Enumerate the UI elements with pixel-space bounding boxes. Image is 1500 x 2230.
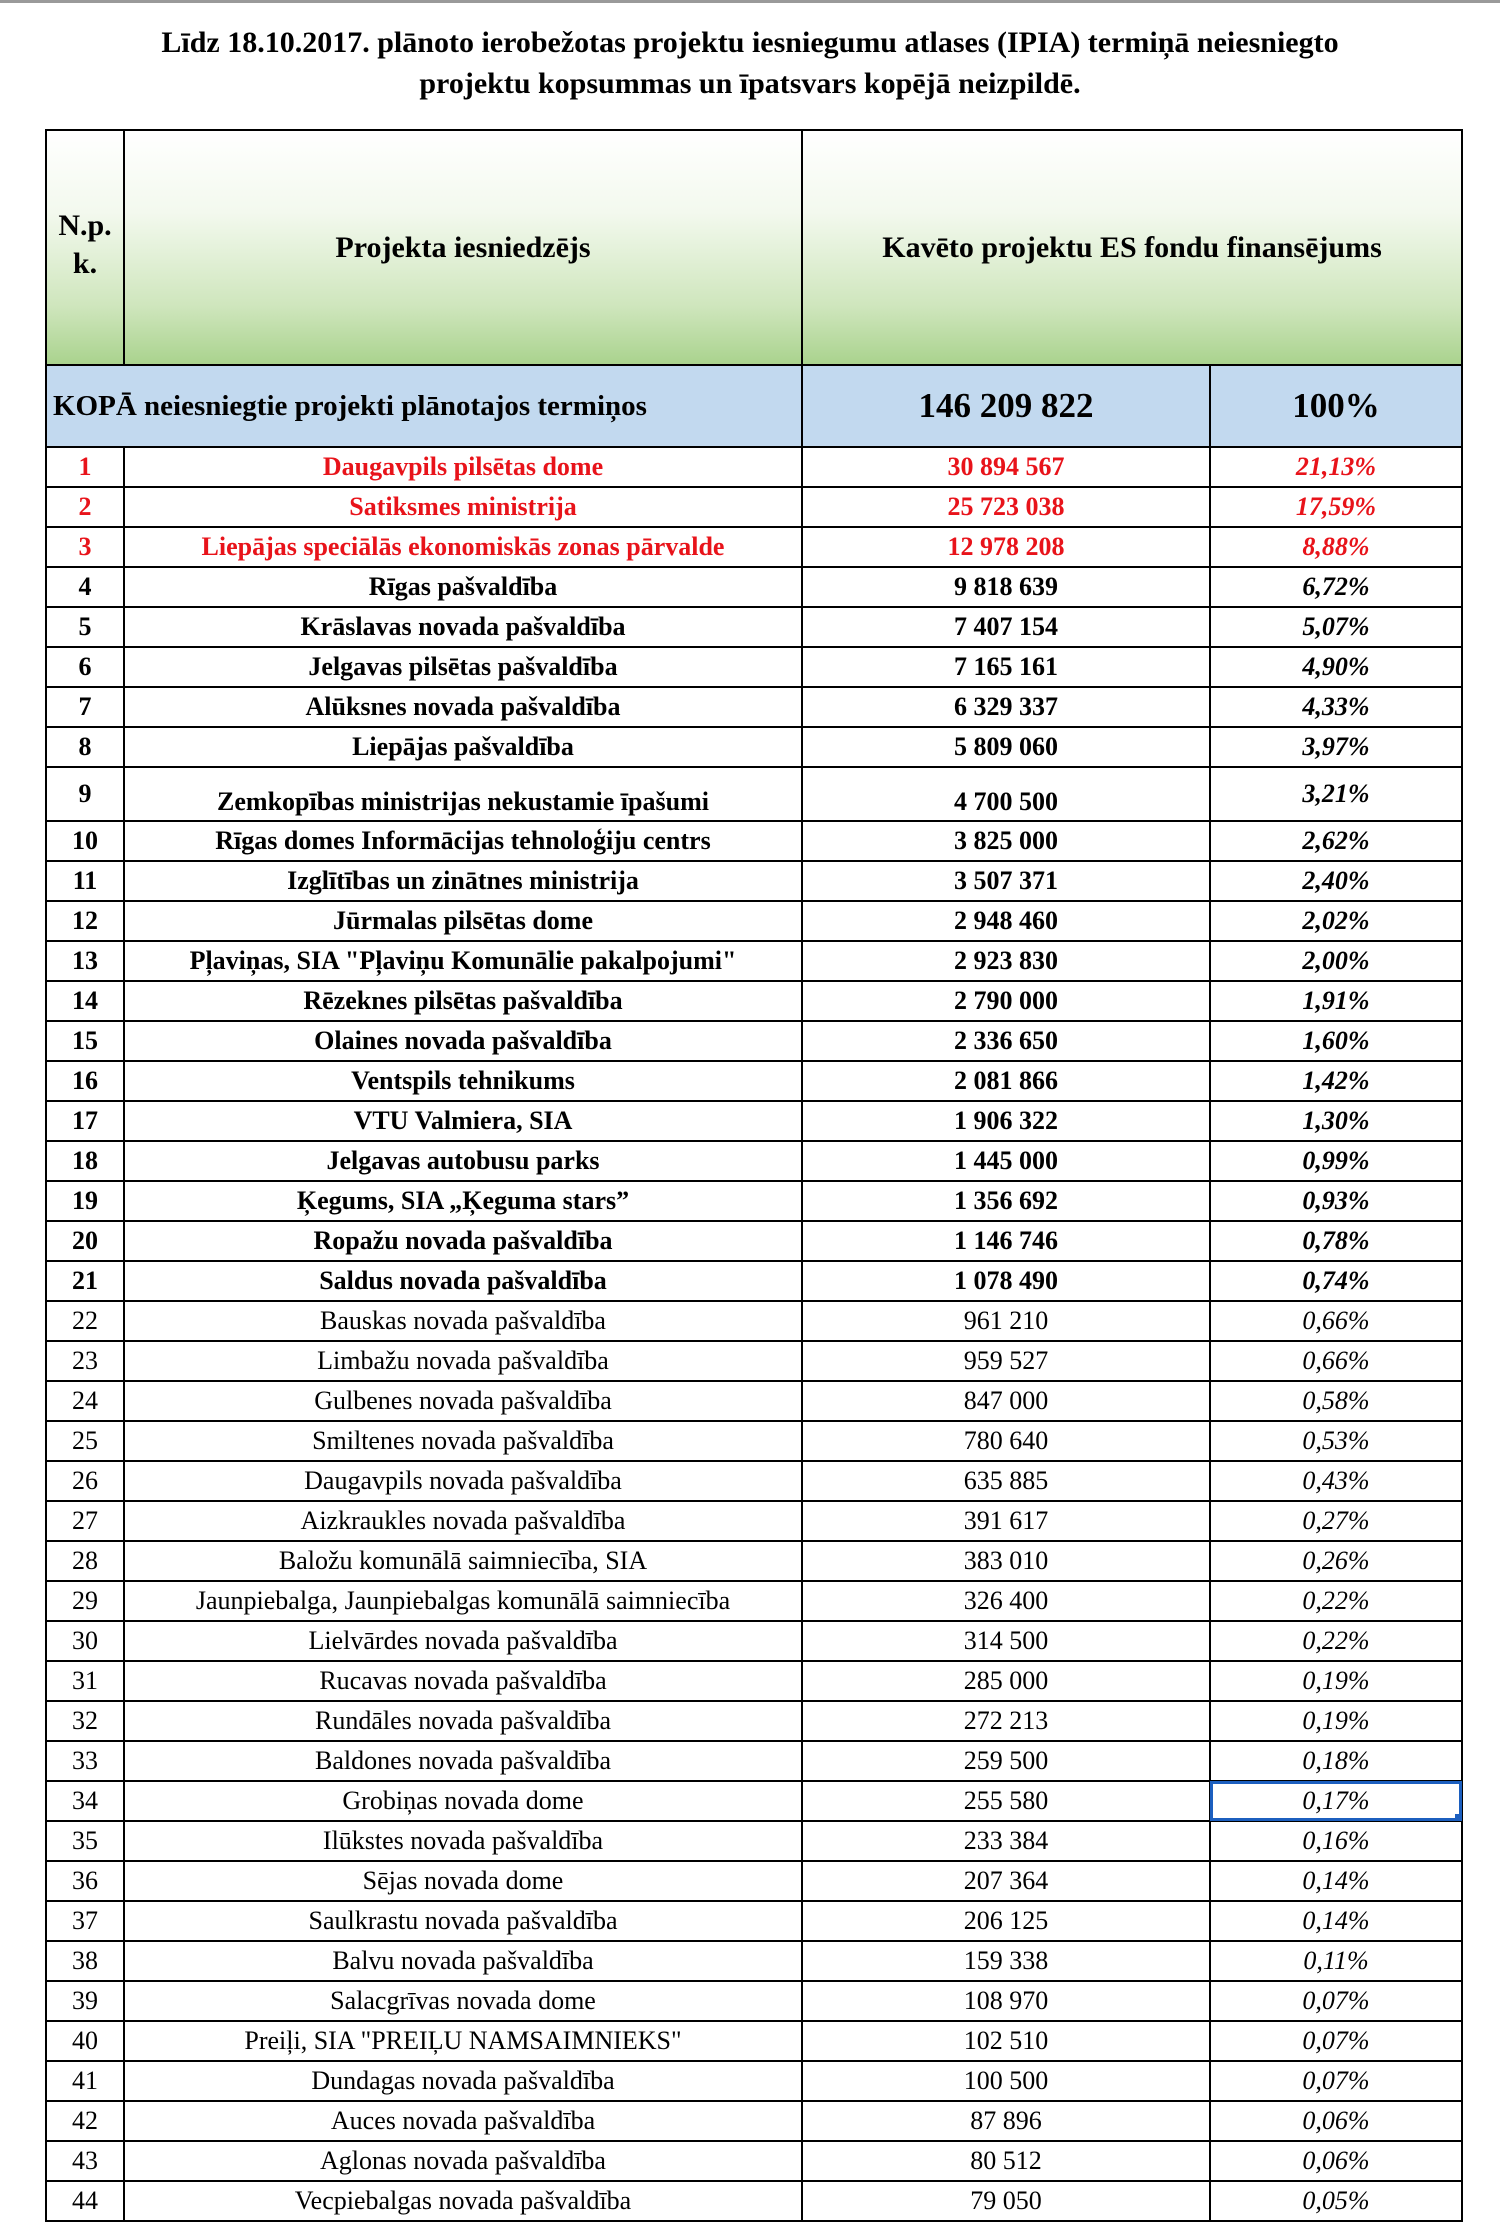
selected-cell[interactable]: 0,17% <box>1210 1781 1462 1821</box>
funding-percent[interactable]: 6,72% <box>1210 567 1462 607</box>
table-row <box>46 607 1462 647</box>
funding-percent[interactable]: 0,19% <box>1210 1661 1462 1701</box>
row-number[interactable]: 11 <box>46 861 124 901</box>
funding-percent[interactable]: 3,21% <box>1210 767 1462 821</box>
row-number[interactable]: 16 <box>46 1061 124 1101</box>
funding-percent[interactable]: 0,16% <box>1210 1821 1462 1861</box>
applicant-name[interactable]: Daugavpils novada pašvaldība <box>124 1461 802 1501</box>
funding-percent[interactable]: 0,27% <box>1210 1501 1462 1541</box>
applicant-name[interactable]: Smiltenes novada pašvaldība <box>124 1421 802 1461</box>
row-number[interactable]: 8 <box>46 727 124 767</box>
applicant-name[interactable]: Jelgavas autobusu parks <box>124 1141 802 1181</box>
table-row <box>46 1301 1462 1341</box>
row-number[interactable]: 27 <box>46 1501 124 1541</box>
applicant-name[interactable]: Limbažu novada pašvaldība <box>124 1341 802 1381</box>
row-number[interactable]: 14 <box>46 981 124 1021</box>
table-row <box>46 1061 1462 1101</box>
funding-percent[interactable]: 0,26% <box>1210 1541 1462 1581</box>
funding-percent[interactable]: 2,02% <box>1210 901 1462 941</box>
applicant-name[interactable]: Preiļi, SIA "PREIĻU NAMSAIMNIEKS" <box>124 2021 802 2061</box>
row-number[interactable]: 1 <box>46 447 124 487</box>
applicant-name[interactable]: Saulkrastu novada pašvaldība <box>124 1901 802 1941</box>
table-row <box>46 1581 1462 1621</box>
row-number[interactable]: 21 <box>46 1261 124 1301</box>
table-row <box>46 1861 1462 1901</box>
table-row <box>46 1621 1462 1661</box>
table-row <box>46 527 1462 567</box>
funding-percent[interactable]: 0,11% <box>1210 1941 1462 1981</box>
funding-percent[interactable]: 3,97% <box>1210 727 1462 767</box>
funding-percent[interactable]: 0,53% <box>1210 1421 1462 1461</box>
row-number[interactable]: 41 <box>46 2061 124 2101</box>
funding-percent[interactable]: 21,13% <box>1210 447 1462 487</box>
funding-amount[interactable]: 108 970 <box>802 1981 1210 2021</box>
funding-percent[interactable]: 2,62% <box>1210 821 1462 861</box>
row-number[interactable]: 36 <box>46 1861 124 1901</box>
funding-percent[interactable]: 1,42% <box>1210 1061 1462 1101</box>
funding-amount[interactable]: 1 078 490 <box>802 1261 1210 1301</box>
funding-amount[interactable]: 1 146 746 <box>802 1221 1210 1261</box>
row-number[interactable]: 29 <box>46 1581 124 1621</box>
funding-amount[interactable]: 272 213 <box>802 1701 1210 1741</box>
row-number[interactable]: 38 <box>46 1941 124 1981</box>
applicant-name[interactable]: Jelgavas pilsētas pašvaldība <box>124 647 802 687</box>
funding-amount[interactable]: 1 356 692 <box>802 1181 1210 1221</box>
funding-percent[interactable]: 17,59% <box>1210 487 1462 527</box>
row-number[interactable]: 42 <box>46 2101 124 2141</box>
row-number[interactable]: 28 <box>46 1541 124 1581</box>
header-applicant[interactable]: Projekta iesniedzējs <box>124 130 802 365</box>
applicant-name[interactable]: Rundāles novada pašvaldība <box>124 1701 802 1741</box>
funding-amount[interactable]: 30 894 567 <box>802 447 1210 487</box>
projects-table <box>45 129 1463 2222</box>
table-row <box>46 1141 1462 1181</box>
table-row <box>46 1501 1462 1541</box>
table-row <box>46 767 1462 821</box>
table-row <box>46 487 1462 527</box>
selection-fill-handle[interactable] <box>1455 1814 1462 1821</box>
funding-amount[interactable]: 7 407 154 <box>802 607 1210 647</box>
row-number[interactable]: 4 <box>46 567 124 607</box>
total-label[interactable]: KOPĀ neiesniegtie projekti plānotajos termiņos <box>46 365 802 447</box>
funding-percent[interactable]: 2,00% <box>1210 941 1462 981</box>
table-row <box>46 2181 1462 2221</box>
funding-percent[interactable]: 0,99% <box>1210 1141 1462 1181</box>
table-row <box>46 981 1462 1021</box>
row-number[interactable]: 18 <box>46 1141 124 1181</box>
table-row <box>46 1341 1462 1381</box>
funding-percent[interactable]: 1,60% <box>1210 1021 1462 1061</box>
funding-amount[interactable]: 100 500 <box>802 2061 1210 2101</box>
header-funding[interactable]: Kavēto projektu ES fondu finansējums <box>802 130 1462 365</box>
funding-amount[interactable]: 3 825 000 <box>802 821 1210 861</box>
row-number[interactable]: 43 <box>46 2141 124 2181</box>
applicant-name[interactable]: Sējas novada dome <box>124 1861 802 1901</box>
funding-percent[interactable]: 0,07% <box>1210 2061 1462 2101</box>
row-number[interactable]: 26 <box>46 1461 124 1501</box>
applicant-name[interactable]: Ventspils tehnikums <box>124 1061 802 1101</box>
funding-amount[interactable]: 233 384 <box>802 1821 1210 1861</box>
table-row <box>46 1381 1462 1421</box>
funding-amount[interactable]: 635 885 <box>802 1461 1210 1501</box>
applicant-name[interactable]: Aizkraukles novada pašvaldība <box>124 1501 802 1541</box>
row-number[interactable]: 32 <box>46 1701 124 1741</box>
funding-amount[interactable]: 9 818 639 <box>802 567 1210 607</box>
header-np-line2: k. <box>72 246 98 280</box>
applicant-name[interactable]: Rīgas pašvaldība <box>124 567 802 607</box>
applicant-name[interactable]: Satiksmes ministrija <box>124 487 802 527</box>
funding-amount[interactable]: 159 338 <box>802 1941 1210 1981</box>
funding-amount[interactable]: 326 400 <box>802 1581 1210 1621</box>
funding-amount[interactable]: 7 165 161 <box>802 647 1210 687</box>
applicant-name[interactable]: Rīgas domes Informācijas tehnoloģiju centrs <box>124 821 802 861</box>
applicant-name[interactable]: Jūrmalas pilsētas dome <box>124 901 802 941</box>
table-row <box>46 2141 1462 2181</box>
row-number[interactable]: 31 <box>46 1661 124 1701</box>
applicant-name[interactable]: Liepājas speciālās ekonomiskās zonas pārvalde <box>124 527 802 567</box>
row-number[interactable]: 23 <box>46 1341 124 1381</box>
row-number[interactable]: 33 <box>46 1741 124 1781</box>
funding-amount[interactable]: 80 512 <box>802 2141 1210 2181</box>
funding-percent[interactable]: 0,19% <box>1210 1701 1462 1741</box>
table-row <box>46 447 1462 487</box>
funding-amount[interactable]: 2 948 460 <box>802 901 1210 941</box>
funding-percent[interactable]: 0,66% <box>1210 1301 1462 1341</box>
funding-amount[interactable]: 847 000 <box>802 1381 1210 1421</box>
funding-amount[interactable]: 314 500 <box>802 1621 1210 1661</box>
page-title <box>40 22 1460 104</box>
row-number[interactable]: 15 <box>46 1021 124 1061</box>
table-row <box>46 1181 1462 1221</box>
row-number[interactable]: 34 <box>46 1781 124 1821</box>
funding-percent[interactable]: 1,91% <box>1210 981 1462 1021</box>
table-row <box>46 1821 1462 1861</box>
funding-amount[interactable]: 2 790 000 <box>802 981 1210 1021</box>
row-number[interactable]: 5 <box>46 607 124 647</box>
row-number[interactable]: 30 <box>46 1621 124 1661</box>
applicant-name[interactable]: Salacgrīvas novada dome <box>124 1981 802 2021</box>
funding-percent[interactable]: 0,07% <box>1210 1981 1462 2021</box>
applicant-name[interactable]: Aglonas novada pašvaldība <box>124 2141 802 2181</box>
funding-percent[interactable]: 0,74% <box>1210 1261 1462 1301</box>
applicant-name[interactable]: Rucavas novada pašvaldība <box>124 1661 802 1701</box>
funding-percent[interactable]: 0,07% <box>1210 2021 1462 2061</box>
table-row <box>46 1541 1462 1581</box>
applicant-name[interactable]: Lielvārdes novada pašvaldība <box>124 1621 802 1661</box>
applicant-name[interactable]: Ilūkstes novada pašvaldība <box>124 1821 802 1861</box>
table-row <box>46 1461 1462 1501</box>
funding-percent[interactable]: 0,06% <box>1210 2101 1462 2141</box>
table-row <box>46 567 1462 607</box>
funding-percent[interactable]: 4,90% <box>1210 647 1462 687</box>
table-row <box>46 1021 1462 1061</box>
funding-amount[interactable]: 2 081 866 <box>802 1061 1210 1101</box>
funding-amount[interactable]: 259 500 <box>802 1741 1210 1781</box>
table-row <box>46 1781 1462 1821</box>
applicant-name[interactable]: Ķegums, SIA „Ķeguma stars” <box>124 1181 802 1221</box>
funding-amount[interactable]: 4 700 500 <box>802 767 1210 821</box>
row-number[interactable]: 10 <box>46 821 124 861</box>
table-row <box>46 1421 1462 1461</box>
funding-amount[interactable]: 207 364 <box>802 1861 1210 1901</box>
funding-percent[interactable]: 0,66% <box>1210 1341 1462 1381</box>
funding-amount[interactable]: 255 580 <box>802 1781 1210 1821</box>
applicant-name[interactable]: Krāslavas novada pašvaldība <box>124 607 802 647</box>
applicant-name[interactable]: Dundagas novada pašvaldība <box>124 2061 802 2101</box>
row-number[interactable]: 19 <box>46 1181 124 1221</box>
row-number[interactable]: 22 <box>46 1301 124 1341</box>
applicant-name[interactable]: Liepājas pašvaldība <box>124 727 802 767</box>
header-np[interactable] <box>46 130 124 365</box>
row-number[interactable]: 44 <box>46 2181 124 2221</box>
top-border-line <box>0 0 1500 3</box>
funding-amount[interactable]: 5 809 060 <box>802 727 1210 767</box>
table-row <box>46 1101 1462 1141</box>
table-row <box>46 2061 1462 2101</box>
total-percent[interactable]: 100% <box>1210 365 1462 447</box>
total-amount[interactable]: 146 209 822 <box>802 365 1210 447</box>
row-number[interactable]: 3 <box>46 527 124 567</box>
funding-percent[interactable]: 2,40% <box>1210 861 1462 901</box>
funding-percent[interactable]: 0,78% <box>1210 1221 1462 1261</box>
table-row <box>46 1261 1462 1301</box>
row-number[interactable]: 17 <box>46 1101 124 1141</box>
funding-percent[interactable]: 0,05% <box>1210 2181 1462 2221</box>
applicant-name[interactable]: Gulbenes novada pašvaldība <box>124 1381 802 1421</box>
applicant-name[interactable]: Pļaviņas, SIA "Pļaviņu Komunālie pakalpojumi" <box>124 941 802 981</box>
row-number[interactable]: 12 <box>46 901 124 941</box>
total-row <box>46 365 1462 447</box>
applicant-name[interactable]: Alūksnes novada pašvaldība <box>124 687 802 727</box>
funding-percent[interactable]: 0,18% <box>1210 1741 1462 1781</box>
header-np-line1: N.p. <box>58 208 112 242</box>
row-number[interactable]: 40 <box>46 2021 124 2061</box>
funding-amount[interactable]: 12 978 208 <box>802 527 1210 567</box>
table-row <box>46 1901 1462 1941</box>
applicant-name[interactable]: Jaunpiebalga, Jaunpiebalgas komunālā saimniecība <box>124 1581 802 1621</box>
row-number[interactable]: 24 <box>46 1381 124 1421</box>
funding-amount[interactable]: 285 000 <box>802 1661 1210 1701</box>
row-number[interactable]: 35 <box>46 1821 124 1861</box>
funding-amount[interactable]: 6 329 337 <box>802 687 1210 727</box>
applicant-name[interactable]: VTU Valmiera, SIA <box>124 1101 802 1141</box>
table-row <box>46 1941 1462 1981</box>
table-header-row <box>46 130 1462 365</box>
applicant-name[interactable]: Rēzeknes pilsētas pašvaldība <box>124 981 802 1021</box>
table-row <box>46 901 1462 941</box>
applicant-name[interactable]: Balvu novada pašvaldība <box>124 1941 802 1981</box>
row-number[interactable]: 2 <box>46 487 124 527</box>
applicant-name[interactable]: Baldones novada pašvaldība <box>124 1741 802 1781</box>
table-row <box>46 1981 1462 2021</box>
applicant-name[interactable]: Zemkopības ministrijas nekustamie īpašumi <box>124 767 802 821</box>
funding-amount[interactable]: 391 617 <box>802 1501 1210 1541</box>
table-row <box>46 2101 1462 2141</box>
funding-percent[interactable]: 0,58% <box>1210 1381 1462 1421</box>
applicant-name[interactable]: Saldus novada pašvaldība <box>124 1261 802 1301</box>
funding-percent[interactable]: 0,22% <box>1210 1621 1462 1661</box>
row-number[interactable]: 9 <box>46 767 124 821</box>
row-number[interactable]: 6 <box>46 647 124 687</box>
row-number[interactable]: 25 <box>46 1421 124 1461</box>
table-row <box>46 861 1462 901</box>
funding-percent[interactable]: 0,43% <box>1210 1461 1462 1501</box>
funding-percent[interactable]: 4,33% <box>1210 687 1462 727</box>
funding-amount[interactable]: 780 640 <box>802 1421 1210 1461</box>
funding-amount[interactable]: 2 336 650 <box>802 1021 1210 1061</box>
funding-amount[interactable]: 206 125 <box>802 1901 1210 1941</box>
funding-amount[interactable]: 959 527 <box>802 1341 1210 1381</box>
table-row <box>46 1221 1462 1261</box>
row-number[interactable]: 20 <box>46 1221 124 1261</box>
applicant-name[interactable]: Ropažu novada pašvaldība <box>124 1221 802 1261</box>
applicant-name[interactable]: Olaines novada pašvaldība <box>124 1021 802 1061</box>
row-number[interactable]: 39 <box>46 1981 124 2021</box>
funding-amount[interactable]: 87 896 <box>802 2101 1210 2141</box>
table-row <box>46 647 1462 687</box>
table-row <box>46 1741 1462 1781</box>
funding-percent[interactable]: 0,06% <box>1210 2141 1462 2181</box>
table-row <box>46 2021 1462 2061</box>
funding-amount[interactable]: 79 050 <box>802 2181 1210 2221</box>
table-row <box>46 1701 1462 1741</box>
title-line-2: projektu kopsummas un īpatsvars kopējā neizpildē. <box>419 67 1081 100</box>
row-number[interactable]: 13 <box>46 941 124 981</box>
table-row <box>46 1661 1462 1701</box>
funding-amount[interactable]: 383 010 <box>802 1541 1210 1581</box>
applicant-name[interactable]: Auces novada pašvaldība <box>124 2101 802 2141</box>
applicant-name[interactable]: Vecpiebalgas novada pašvaldība <box>124 2181 802 2221</box>
funding-amount[interactable]: 961 210 <box>802 1301 1210 1341</box>
row-number[interactable]: 7 <box>46 687 124 727</box>
table-row <box>46 687 1462 727</box>
funding-amount[interactable]: 1 906 322 <box>802 1101 1210 1141</box>
applicant-name[interactable]: Bauskas novada pašvaldība <box>124 1301 802 1341</box>
funding-amount[interactable]: 2 923 830 <box>802 941 1210 981</box>
funding-amount[interactable]: 1 445 000 <box>802 1141 1210 1181</box>
funding-percent[interactable]: 1,30% <box>1210 1101 1462 1141</box>
row-number[interactable]: 37 <box>46 1901 124 1941</box>
applicant-name[interactable]: Izglītības un zinātnes ministrija <box>124 861 802 901</box>
funding-percent[interactable]: 0,14% <box>1210 1861 1462 1901</box>
applicant-name[interactable]: Daugavpils pilsētas dome <box>124 447 802 487</box>
funding-percent[interactable]: 8,88% <box>1210 527 1462 567</box>
funding-percent[interactable]: 0,14% <box>1210 1901 1462 1941</box>
table-row <box>46 821 1462 861</box>
funding-amount[interactable]: 3 507 371 <box>802 861 1210 901</box>
table-row <box>46 941 1462 981</box>
funding-percent[interactable]: 0,22% <box>1210 1581 1462 1621</box>
funding-percent[interactable]: 0,93% <box>1210 1181 1462 1221</box>
table-row <box>46 727 1462 767</box>
applicant-name[interactable]: Baložu komunālā saimniecība, SIA <box>124 1541 802 1581</box>
funding-amount[interactable]: 25 723 038 <box>802 487 1210 527</box>
title-line-1: Līdz 18.10.2017. plānoto ierobežotas projektu iesniegumu atlases (IPIA) termiņā neiesniegto <box>161 26 1339 59</box>
applicant-name[interactable]: Grobiņas novada dome <box>124 1781 802 1821</box>
funding-amount[interactable]: 102 510 <box>802 2021 1210 2061</box>
funding-percent[interactable]: 5,07% <box>1210 607 1462 647</box>
